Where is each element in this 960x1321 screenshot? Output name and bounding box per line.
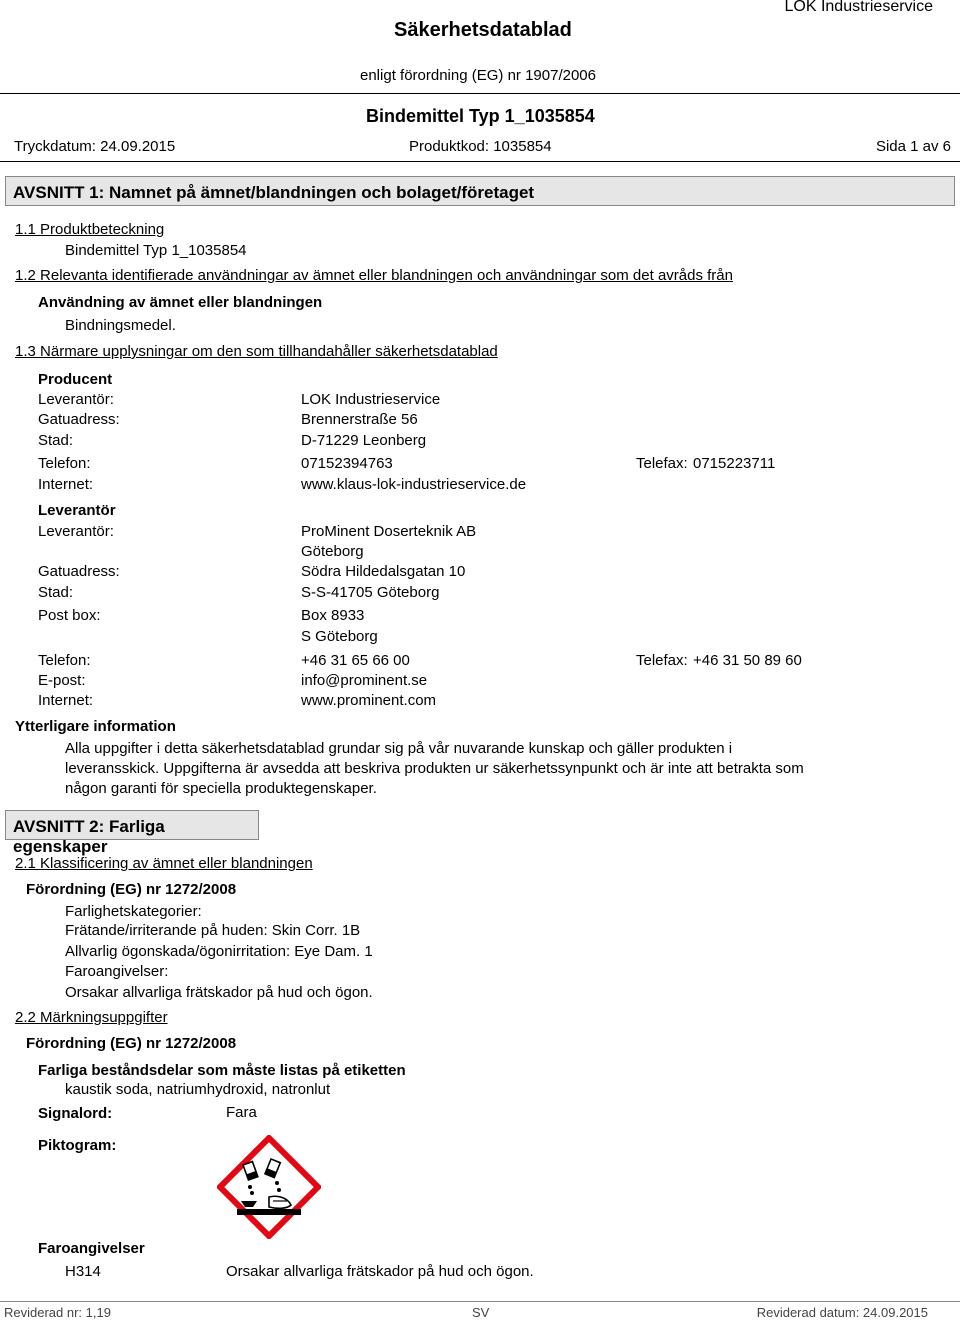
product-code: Produktkod: 1035854	[409, 138, 552, 155]
footer-revision-date: Reviderad datum: 24.09.2015	[756, 1305, 928, 1320]
pictogram-label: Piktogram:	[38, 1137, 117, 1154]
producer-supplier-value: LOK Industrieservice	[301, 391, 441, 408]
hazard-statements-label: Faroangivelser:	[65, 963, 169, 980]
section-1-3-heading: 1.3 Närmare upplysningar om den som tillhandahåller säkerhetsdatablad	[15, 343, 498, 360]
section-2-1-regulation: Förordning (EG) nr 1272/2008	[26, 881, 237, 898]
supplier-value-2: Göteborg	[301, 543, 364, 560]
section-1-title: AVSNITT 1: Namnet på ämnet/blandningen och bolaget/företaget	[5, 176, 955, 206]
producer-street-label: Gatuadress:	[38, 411, 120, 428]
hazard-category-1: Frätande/irriterande på huden: Skin Corr. 1B	[65, 922, 361, 939]
section-2-1-heading: 2.1 Klassificering av ämnet eller blandningen	[15, 855, 313, 872]
section-2-2-regulation: Förordning (EG) nr 1272/2008	[26, 1035, 237, 1052]
producer-city-label: Stad:	[38, 432, 74, 449]
dangerous-components: kaustik soda, natriumhydroxid, natronlut	[65, 1081, 331, 1098]
footer-revision-number: Reviderad nr: 1,19	[4, 1305, 111, 1320]
supplier-internet-label: Internet:	[38, 692, 94, 709]
document-title: Säkerhetsdatablad	[394, 19, 572, 41]
faroangivelser-heading: Faroangivelser	[38, 1240, 145, 1257]
supplier-label: Leverantör:	[38, 523, 114, 540]
section-1-2-heading: 1.2 Relevanta identifierade användningar av ämnet eller blandningen och användningar som det avråds från	[15, 267, 733, 284]
corrosion-pictogram-icon	[217, 1135, 321, 1239]
company-name: LOK Industrieservice	[784, 0, 933, 15]
producer-fax-label: Telefax:	[636, 455, 688, 472]
supplier-phone-value: +46 31 65 66 00	[301, 652, 410, 669]
supplier-city-value: S-S-41705 Göteborg	[301, 584, 440, 601]
footer-divider	[0, 1301, 960, 1302]
supplier-postbox-label: Post box:	[38, 607, 101, 624]
print-date: Tryckdatum: 24.09.2015	[14, 138, 176, 155]
regulation-subtitle: enligt förordning (EG) nr 1907/2006	[360, 67, 596, 84]
supplier-fax-label: Telefax:	[636, 652, 688, 669]
hazard-statement: Orsakar allvarliga frätskador på hud och ögon.	[65, 984, 373, 1001]
section-2-2-heading: 2.2 Märkningsuppgifter	[15, 1009, 168, 1026]
supplier-fax-value: +46 31 50 89 60	[693, 652, 802, 669]
supplier-postbox-value-2: S Göteborg	[301, 628, 378, 645]
footer-language: SV	[472, 1305, 490, 1320]
supplier-value-1: ProMinent Doserteknik AB	[301, 523, 477, 540]
supplier-internet-value: www.prominent.com	[301, 692, 437, 709]
supplier-street-value: Södra Hildedalsgatan 10	[301, 563, 466, 580]
supplier-email-value: info@prominent.se	[301, 672, 428, 689]
producer-internet-label: Internet:	[38, 476, 94, 493]
h-statement-text: Orsakar allvarliga frätskador på hud och ögon.	[226, 1263, 534, 1280]
use-value: Bindningsmedel.	[65, 317, 176, 334]
hazard-categories-label: Farlighetskategorier:	[65, 903, 202, 920]
section-2-title: AVSNITT 2: Farliga egenskaper	[5, 810, 259, 840]
producer-fax-value: 0715223711	[693, 455, 776, 472]
supplier-heading: Leverantör	[38, 502, 116, 519]
extra-info-text: Alla uppgifter i detta säkerhetsdatablad grundar sig på vår nuvarande kunskap och gäller produkten i leveransskick. Uppgifterna är avsedda att beskriva produkten ur säkerhetssynpunkt och är inte att betrakta som någon garanti för speciella produktegenskaper.	[65, 740, 804, 797]
signal-word-label: Signalord:	[38, 1105, 113, 1122]
producer-phone-value: 07152394763	[301, 455, 393, 472]
producer-heading: Producent	[38, 371, 113, 388]
product-identifier: Bindemittel Typ 1_1035854	[65, 242, 247, 259]
supplier-street-label: Gatuadress:	[38, 563, 120, 580]
supplier-phone-label: Telefon:	[38, 652, 91, 669]
producer-supplier-label: Leverantör:	[38, 391, 114, 408]
h-code: H314	[65, 1263, 101, 1280]
producer-street-value: Brennerstraße 56	[301, 411, 418, 428]
supplier-email-label: E-post:	[38, 672, 86, 689]
product-name: Bindemittel Typ 1_1035854	[366, 106, 595, 126]
section-1-1-heading: 1.1 Produktbeteckning	[15, 221, 165, 238]
use-subheading: Användning av ämnet eller blandningen	[38, 294, 323, 311]
producer-city-value: D-71229 Leonberg	[301, 432, 427, 449]
page-number: Sida 1 av 6	[875, 138, 951, 155]
producer-internet-value: www.klaus-lok-industrieservice.de	[301, 476, 527, 493]
supplier-postbox-value-1: Box 8933	[301, 607, 365, 624]
header-divider-bottom	[0, 161, 960, 162]
hazard-category-2: Allvarlig ögonskada/ögonirritation: Eye Dam. 1	[65, 943, 373, 960]
supplier-city-label: Stad:	[38, 584, 74, 601]
signal-word: Fara	[226, 1104, 257, 1121]
extra-info-heading: Ytterligare information	[15, 718, 176, 735]
producer-phone-label: Telefon:	[38, 455, 91, 472]
header-divider	[0, 93, 960, 94]
dangerous-components-label: Farliga beståndsdelar som måste listas på etiketten	[38, 1062, 406, 1079]
